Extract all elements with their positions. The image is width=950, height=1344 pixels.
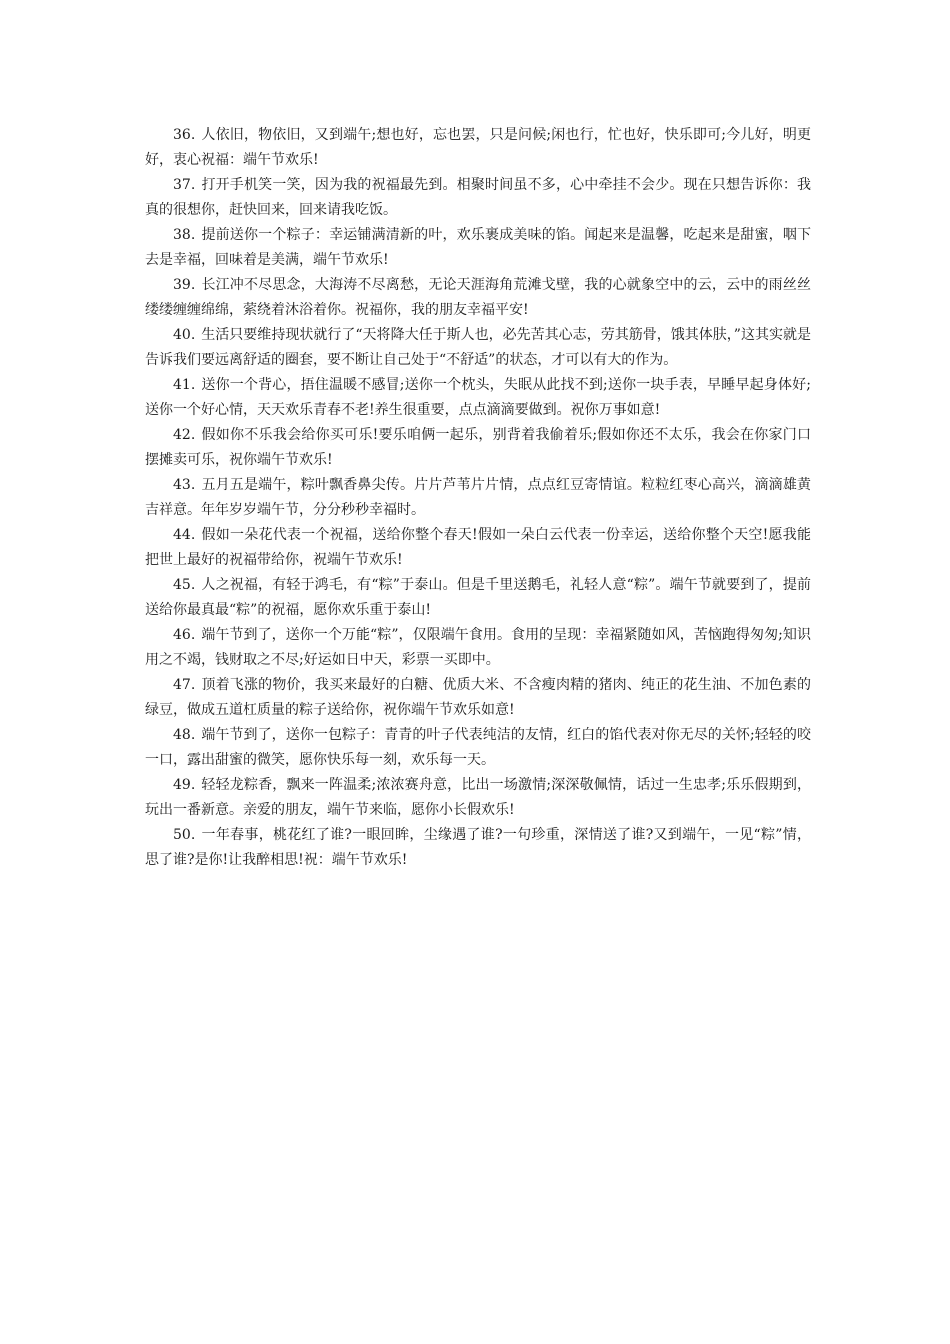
paragraph-text: 一年春事，桃花红了谁?一眼回眸，尘缘遇了谁?一句珍重，深情送了谁?又到端午，一见“粽”情，思了谁?是你!让我醉相思!祝：端午节欢乐!: [145, 827, 811, 868]
paragraph-number: 42.: [173, 427, 196, 443]
paragraph-text: 端午节到了，送你一包粽子：青青的叶子代表纯洁的友情，红白的馅代表对你无尽的关怀;轻轻的咬一口，露出甜蜜的微笑，愿你快乐每一刻，欢乐每一天。: [145, 727, 811, 768]
paragraph-text: 端午节到了，送你一个万能“粽”，仅限端午食用。食用的呈现：幸福紧随如风，苦恼跑得匆匆;知识用之不竭，钱财取之不尽;好运如日中天，彩票一买即中。: [145, 627, 811, 668]
paragraph-text: 提前送你一个粽子：幸运铺满清新的叶，欢乐裹成美味的馅。闻起来是温馨，吃起来是甜蜜，咽下去是幸福，回味着是美满，端午节欢乐!: [145, 227, 811, 268]
paragraph-47: [145, 673, 811, 723]
paragraph-46: [145, 623, 811, 673]
paragraph-number: 43.: [173, 477, 196, 493]
paragraph-text: 轻轻龙粽香，飘来一阵温柔;浓浓赛舟意，比出一场激情;深深敬佩情，话过一生忠孝;乐乐假期到，玩出一番新意。亲爱的朋友，端午节来临，愿你小长假欢乐!: [145, 777, 811, 818]
document-body: [145, 123, 811, 873]
paragraph-36: [145, 123, 811, 173]
paragraph-text: 人依旧，物依旧，又到端午;想也好，忘也罢，只是问候;闲也行，忙也好，快乐即可;今儿好，明更好，衷心祝福：端午节欢乐!: [145, 127, 811, 168]
paragraph-number: 45.: [173, 577, 196, 593]
paragraph-41: [145, 373, 811, 423]
paragraph-text: 假如一朵花代表一个祝福，送给你整个春天!假如一朵白云代表一份幸运，送给你整个天空!愿我能把世上最好的祝福带给你，祝端午节欢乐!: [145, 527, 811, 568]
paragraph-text: 长江冲不尽思念，大海涛不尽离愁，无论天涯海角荒滩戈壁，我的心就象空中的云，云中的雨丝丝缕缕缠缠绵绵，萦绕着沐浴着你。祝福你，我的朋友幸福平安!: [145, 277, 811, 318]
paragraph-number: 37.: [173, 177, 196, 193]
paragraph-number: 41.: [173, 377, 196, 393]
paragraph-45: [145, 573, 811, 623]
paragraph-text: 人之祝福，有轻于鸿毛，有“粽”于泰山。但是千里送鹅毛，礼轻人意“粽”。端午节就要到了，提前送给你最真最“粽”的祝福，愿你欢乐重于泰山!: [145, 577, 811, 618]
paragraph-number: 36.: [173, 127, 196, 143]
paragraph-number: 38.: [173, 227, 196, 243]
paragraph-49: [145, 773, 811, 823]
paragraph-40: [145, 323, 811, 373]
paragraph-text: 打开手机笑一笑，因为我的祝福最先到。相聚时间虽不多，心中牵挂不会少。现在只想告诉你：我真的很想你，赶快回来，回来请我吃饭。: [145, 177, 811, 218]
paragraph-44: [145, 523, 811, 573]
paragraph-38: [145, 223, 811, 273]
paragraph-text: 顶着飞涨的物价，我买来最好的白糖、优质大米、不含瘦肉精的猪肉、纯正的花生油、不加色素的绿豆，做成五道杠质量的粽子送给你，祝你端午节欢乐如意!: [145, 677, 811, 718]
paragraph-number: 44.: [173, 527, 196, 543]
paragraph-text: 生活只要维持现状就行了“天将降大任于斯人也，必先苦其心志，劳其筋骨，饿其体肤，”这其实就是告诉我们要远离舒适的圈套，要不断让自己处于“不舒适”的状态，才可以有大的作为。: [145, 327, 811, 368]
paragraph-39: [145, 273, 811, 323]
paragraph-43: [145, 473, 811, 523]
paragraph-text: 假如你不乐我会给你买可乐!要乐咱俩一起乐，别背着我偷着乐;假如你还不太乐，我会在你家门口摆摊卖可乐，祝你端午节欢乐!: [145, 427, 811, 468]
paragraph-number: 48.: [173, 727, 196, 743]
paragraph-text: 五月五是端午，粽叶飘香鼻尖传。片片芦苇片片情，点点红豆寄情谊。粒粒红枣心高兴，滴滴雄黄吉祥意。年年岁岁端午节，分分秒秒幸福时。: [145, 477, 811, 518]
paragraph-42: [145, 423, 811, 473]
paragraph-number: 49.: [173, 777, 196, 793]
paragraph-number: 50.: [173, 827, 196, 843]
paragraph-48: [145, 723, 811, 773]
paragraph-number: 46.: [173, 627, 196, 643]
paragraph-number: 47.: [173, 677, 196, 693]
paragraph-text: 送你一个背心，捂住温暖不感冒;送你一个枕头，失眠从此找不到;送你一块手表，早睡早起身体好;送你一个好心情，天天欢乐青春不老!养生很重要，点点滴滴要做到。祝你万事如意!: [145, 377, 811, 418]
paragraph-37: [145, 173, 811, 223]
paragraph-number: 39.: [173, 277, 196, 293]
paragraph-50: [145, 823, 811, 873]
paragraph-number: 40.: [173, 327, 196, 343]
